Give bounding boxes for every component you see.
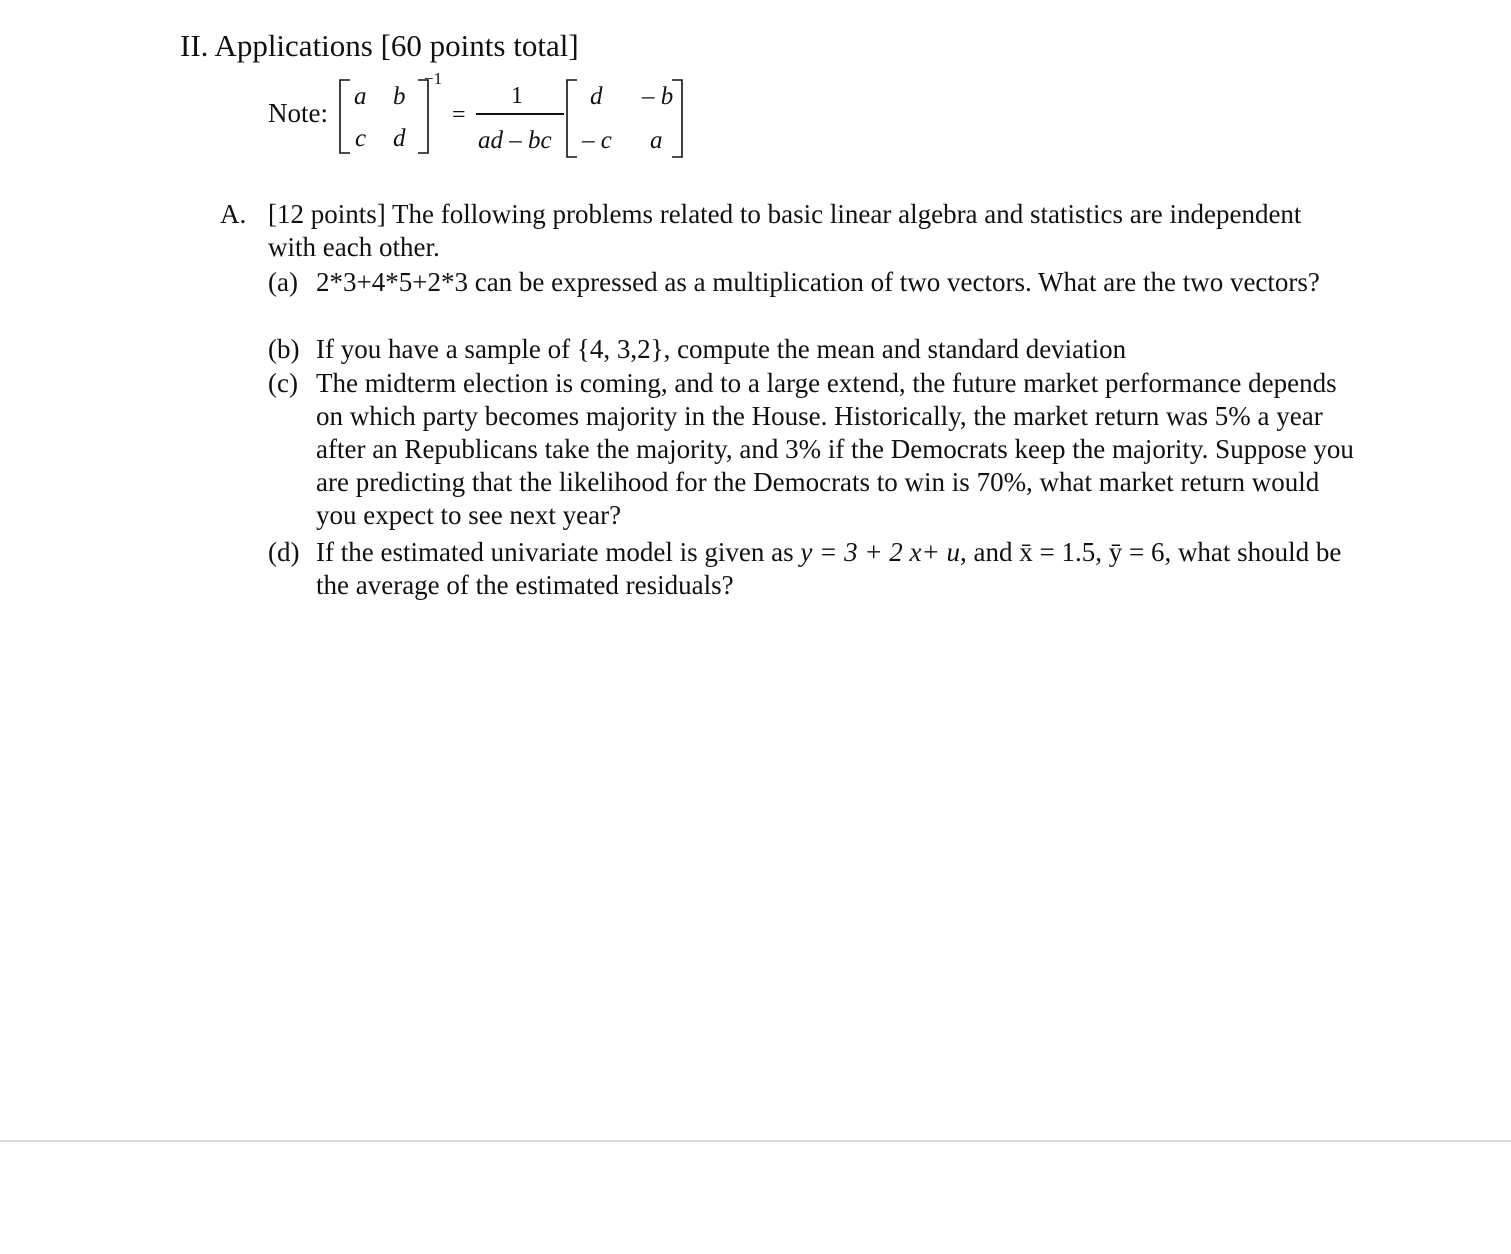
page-divider: [0, 1140, 1511, 1142]
matrix-inverse-note: [0, 0, 720, 170]
question-text: [316, 536, 1366, 602]
question-label: (d): [268, 537, 300, 567]
matrix-rhs-neg-c: – c: [582, 127, 612, 154]
matrix-lhs-d: d: [393, 125, 406, 152]
matrix-rhs-neg-b: – b: [642, 83, 674, 110]
question-text: If you have a sample of {4, 3,2}, compute the mean and standard deviation: [316, 334, 1127, 364]
question-label: (a): [268, 267, 298, 297]
question-text: 2*3+4*5+2*3 can be expressed as a multiplication of two vectors. What are the two vectors?: [316, 267, 1320, 297]
question-label: (b): [268, 334, 300, 364]
question-label: (c): [268, 368, 298, 398]
question-text-before: If the estimated univariate model is given as: [316, 537, 801, 567]
fraction-bar: [476, 113, 564, 115]
matrix-rhs-a: a: [650, 127, 663, 154]
fraction-numerator: 1: [511, 83, 523, 109]
note-label: Note:: [268, 98, 328, 128]
part-a-intro: [12 points] The following problems related to basic linear algebra and statistics are independent with each other.: [268, 199, 1302, 262]
question-text-after: , and x̄ = 1.5, ȳ = 6, what should be the average of the estimated residuals?: [316, 537, 1342, 600]
inverse-exponent: −1: [424, 69, 443, 88]
fraction-denominator: ad – bc: [478, 127, 552, 154]
question-text: The midterm election is coming, and to a large extend, the future market performance depends on which party becomes majority in the House. Historically, the market return was 5% a year after an Republicans take the majority, and 3% if the Democrats keep the majority. Suppose you are predicting that the likelihood for the Democrats to win is 70%, what market return would you expect to see next year?: [316, 368, 1354, 530]
matrix-lhs-c: c: [355, 125, 367, 152]
section-title: II. Applications [60 points total]: [180, 28, 579, 63]
regression-equation: y = 3 + 2 x+ u: [800, 537, 960, 567]
matrix-rhs-d: d: [590, 83, 603, 110]
matrix-lhs-a: a: [354, 83, 367, 110]
matrix-lhs-b: b: [393, 83, 406, 110]
equals-sign: =: [452, 102, 466, 128]
part-a-label: A.: [220, 199, 247, 229]
